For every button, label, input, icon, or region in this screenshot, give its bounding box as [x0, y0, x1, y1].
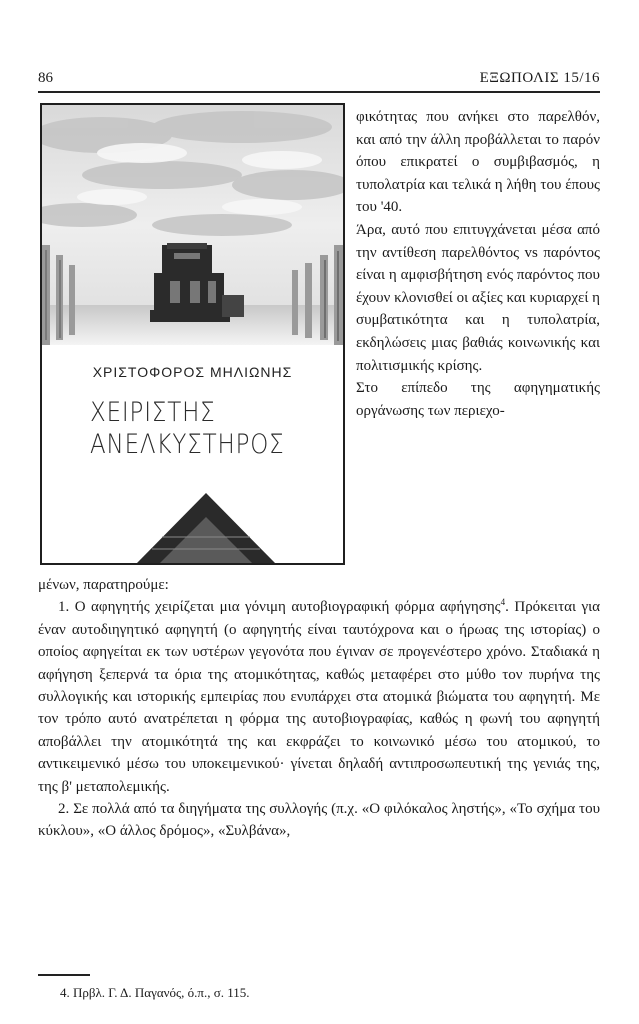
numbered-item-1: [38, 596, 600, 798]
paragraph-continuation: μένων, παρατηρούμε:: [38, 577, 169, 593]
cover-author: ΧΡΙΣΤΟΦΟΡΟΣ ΜΗΛΙΩΝΗΣ: [92, 364, 293, 380]
footnote: 4. Πρβλ. Γ. Δ. Παγανός, ό.π., σ. 115.: [60, 985, 250, 1000]
footnote-ref: 4: [500, 597, 506, 608]
book-cover-image: [40, 103, 345, 565]
item-1-text: 1. Ο αφηγητής χειρίζεται μια γόνιμη αυτοβιογραφική φόρμα αφήγησης: [58, 599, 501, 616]
footnote-rule: [38, 974, 90, 976]
header-rule: [38, 91, 600, 93]
main-text: [38, 574, 600, 843]
right-column-text: [356, 106, 600, 422]
numbered-item-2: 2. Σε πολλά από τα διηγήματα της συλλογής (π.χ. «Ο φιλόκαλος ληστής», «Το σχήμα του κύκλου», «Ο άλλος δρόμος», «Συλβάνα»,: [38, 801, 600, 840]
cover-title-line2: ΑΝΕΛΚΥΣΤΗΡΟΣ: [90, 429, 285, 460]
running-header: [38, 70, 600, 90]
item-1-rest: . Πρόκειται για έναν αυτοδιηγητικό αφηγητή (ο αφηγητής είναι ταυτόχρονα και ο ήρωας της ιστορίας) ο οποίος αφηγείται εκ των υστέρων γεγονότα που έγιναν σε προγενέστερο χρόνο. Σταδιακά η αφήγηση ξεπερνά τα όρια της ατομικότητας, καθώς μεταφέρει στο μύθο τον πυρήνα της συλλογικής και ιστορικής εμπειρίας που ενυπάρχει στα ατομικά βιώματα του αφηγητή. Με τον τρόπο αυτό ανατρέπεται η φόρμα της αυτοβιογραφίας, καθώς η φωνή του αφηγητή αποβάλλει την ατομικότητά της και εκφράζει το κοινωνικό μέσω του ατομικού, το αντικειμενικό μέσω του υποκειμενικού· γίνεται δηλαδή αντιπροσωπευτική της γενιάς της, της β' μεταπολεμικής.: [38, 599, 600, 795]
cover-illustration: [42, 105, 343, 563]
paragraph: Στο επίπεδο της αφηγηματικής οργάνωσης των περιεχο-: [356, 380, 600, 419]
page-number: 86: [38, 70, 53, 86]
journal-title: ΕΞΩΠΟΛΙΣ 15/16: [479, 70, 600, 86]
paragraph: φικότητας που ανήκει στο παρελθόν, και από την άλλη προβάλλεται το παρόν όπου επικρατεί ο συμβιβασμός, η τυπολατρία και τελικά η λήθη του έπους του '40.: [356, 109, 600, 216]
cover-title-line1: ΧΕΙΡΙΣΤΗΣ: [90, 397, 216, 428]
paragraph: Άρα, αυτό που επιτυγχάνεται μέσα από την αντίθεση παρελθόντος vs παρόντος είναι η αμφισβήτηση ενός παρόντος που έχουν κλονισθεί οι αξίες και κυριαρχεί η συμβατικότητα και η τυπολατρία, εκδηλώσεις μιας βαθιάς κοινωνικής και πολιτισμικής κρίσης.: [356, 221, 600, 374]
